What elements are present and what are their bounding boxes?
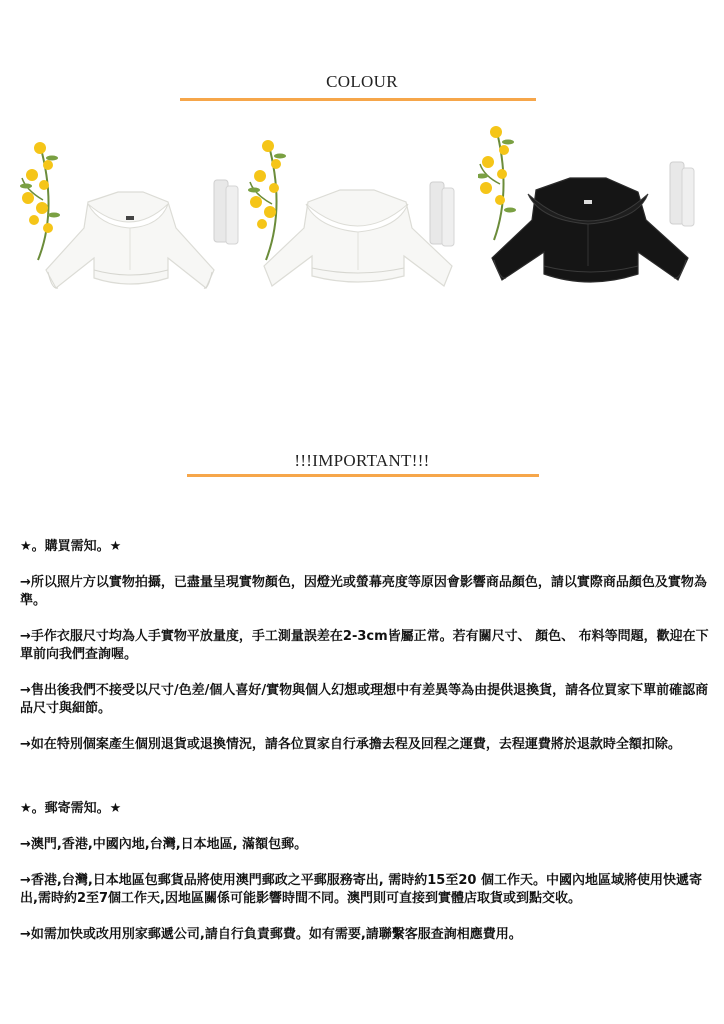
product-photo-white-1 — [18, 120, 246, 320]
product-photo-black — [478, 120, 706, 320]
product-photo-white-1-graphic — [18, 120, 246, 320]
important-heading: !!!IMPORTANT!!! — [294, 451, 430, 470]
shipping-notes-title: ★。郵寄需知。★ — [20, 801, 122, 816]
important-divider — [187, 474, 539, 477]
shipping-note-2: →香港,台灣,日本地區包郵貨品將使用澳門郵政之平郵服務寄出, 需時約15至20 個工作天。中國內地區域將使用快遞寄出,需時約2至7個工作天,因地區關係可能影響時間不同。澳門則可直接到實體店取貨或到點交收。 — [20, 873, 702, 906]
purchase-note-2: →手作衣服尺寸均為人手實物平放量度，手工測量誤差在2-3cm皆屬正常。若有關尺寸、 顏色、 布料等問題，歡迎在下單前向我們查詢喔。 — [20, 629, 709, 662]
purchase-notes-title: ★。購買需知。★ — [20, 539, 122, 554]
notes-body — [20, 538, 710, 944]
purchase-note-1: →所以照片方以實物拍攝，已盡量呈現實物顏色，因燈光或螢幕亮度等原因會影響商品顏色，請以實際商品顏色及實物為準。 — [20, 575, 707, 608]
colour-divider — [180, 98, 536, 101]
shipping-note-1: →澳門,香港,中國內地,台灣,日本地區, 滿額包郵。 — [20, 837, 308, 852]
colour-heading: COLOUR — [326, 72, 398, 91]
purchase-note-3: →售出後我們不接受以尺寸/色差/個人喜好/實物與個人幻想或理想中有差異等為由提供退換貨，請各位買家下單前確認商品尺寸與細節。 — [20, 683, 709, 716]
product-photo-black-graphic — [478, 120, 706, 320]
product-photo-white-2-graphic — [248, 120, 476, 320]
shipping-note-3: →如需加快或改用別家郵遞公司,請自行負責郵費。如有需要,請聯繫客服查詢相應費用。 — [20, 927, 522, 942]
product-photo-white-2 — [248, 120, 476, 320]
purchase-note-4: →如在特別個案產生個別退貨或退換情況，請各位買家自行承擔去程及回程之運費，去程運費將於退款時全額扣除。 — [20, 737, 681, 752]
